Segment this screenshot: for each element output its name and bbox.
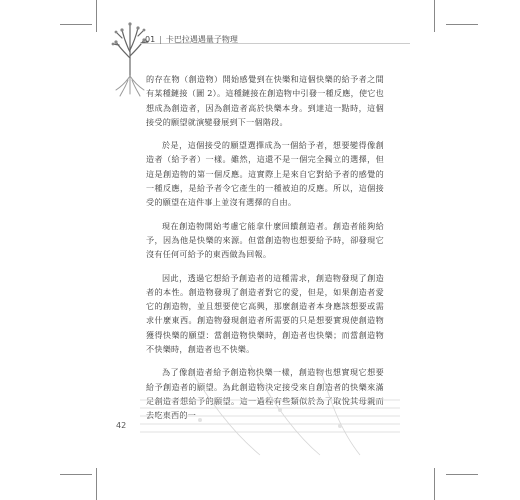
chapter-number: 01 (145, 35, 156, 44)
crop-mark-bottom-right-h (446, 474, 478, 475)
paragraph: 因此，透過它想給予創造者的這種需求，創造物發現了創造者的本性。創造物發現了創造者對它的愛，但是，如果創造者愛它的創造物，並且想要使它高興，那麼創造者本身應該想要或需求什麼東西。創造物發現創造者所需要的只是想要實現使創造物獲得快樂的願望：當創造物快樂時，創造者也快樂；而當創造物不快樂時，創造者也不快樂。 (146, 272, 384, 355)
page-number: 42 (116, 421, 127, 430)
crop-mark-bottom-right (434, 468, 435, 500)
crop-mark-bottom-left (96, 468, 97, 500)
paragraph: 於是，這個接受的願望選擇成為一個給予者，想要變得像創造者（給予者）一樣。雖然，這還不是一個完全獨立的選擇，但這是創造物的第一個反應。這實際上是來自它對給予者的感覺的一種反應，是給予者令它產生的一種被迫的反應。所以，這個接受的願望在這件事上並沒有選擇的自由。 (146, 140, 384, 208)
crop-mark-top-left-h (60, 24, 92, 25)
crop-mark-top-left (96, 0, 97, 32)
tree-logo-icon (110, 18, 150, 98)
crop-mark-top-right (434, 0, 435, 32)
chapter-header (145, 34, 238, 45)
crop-mark-bottom-left-h (60, 474, 92, 475)
header-separator: | (159, 35, 162, 44)
decorative-lines (130, 360, 410, 460)
chapter-title: 卡巴拉遇遇量子物理 (165, 35, 238, 44)
paragraph: 的存在物（創造物）開始感覺到在快樂和這個快樂的給予者之間有某種鏈接（圖 2）。這種鏈接在創造物中引發一種反應，使它也想成為創造者，因為創造者高於快樂本身。到達這一點時，這個接受的願望就演變發展到下一個階段。 (146, 74, 384, 127)
paragraph: 為了像創造者給予創造物快樂一樣，創造物也想實現它想要給予創造者的願望。為此創造物決定接受來自創造者的快樂來滿足創造者想給予的願望。這一過程有些類似於為了取悅其母親而去吃東西的一 (146, 367, 384, 421)
paragraph: 現在創造物開始考慮它能拿什麼回饋創造者。創造者能夠給予，因為他是快樂的來源。但當創造物也想要給予時，卻發現它沒有任何可給予的東西做為回報。 (146, 220, 384, 260)
crop-mark-top-right-h (446, 24, 478, 25)
